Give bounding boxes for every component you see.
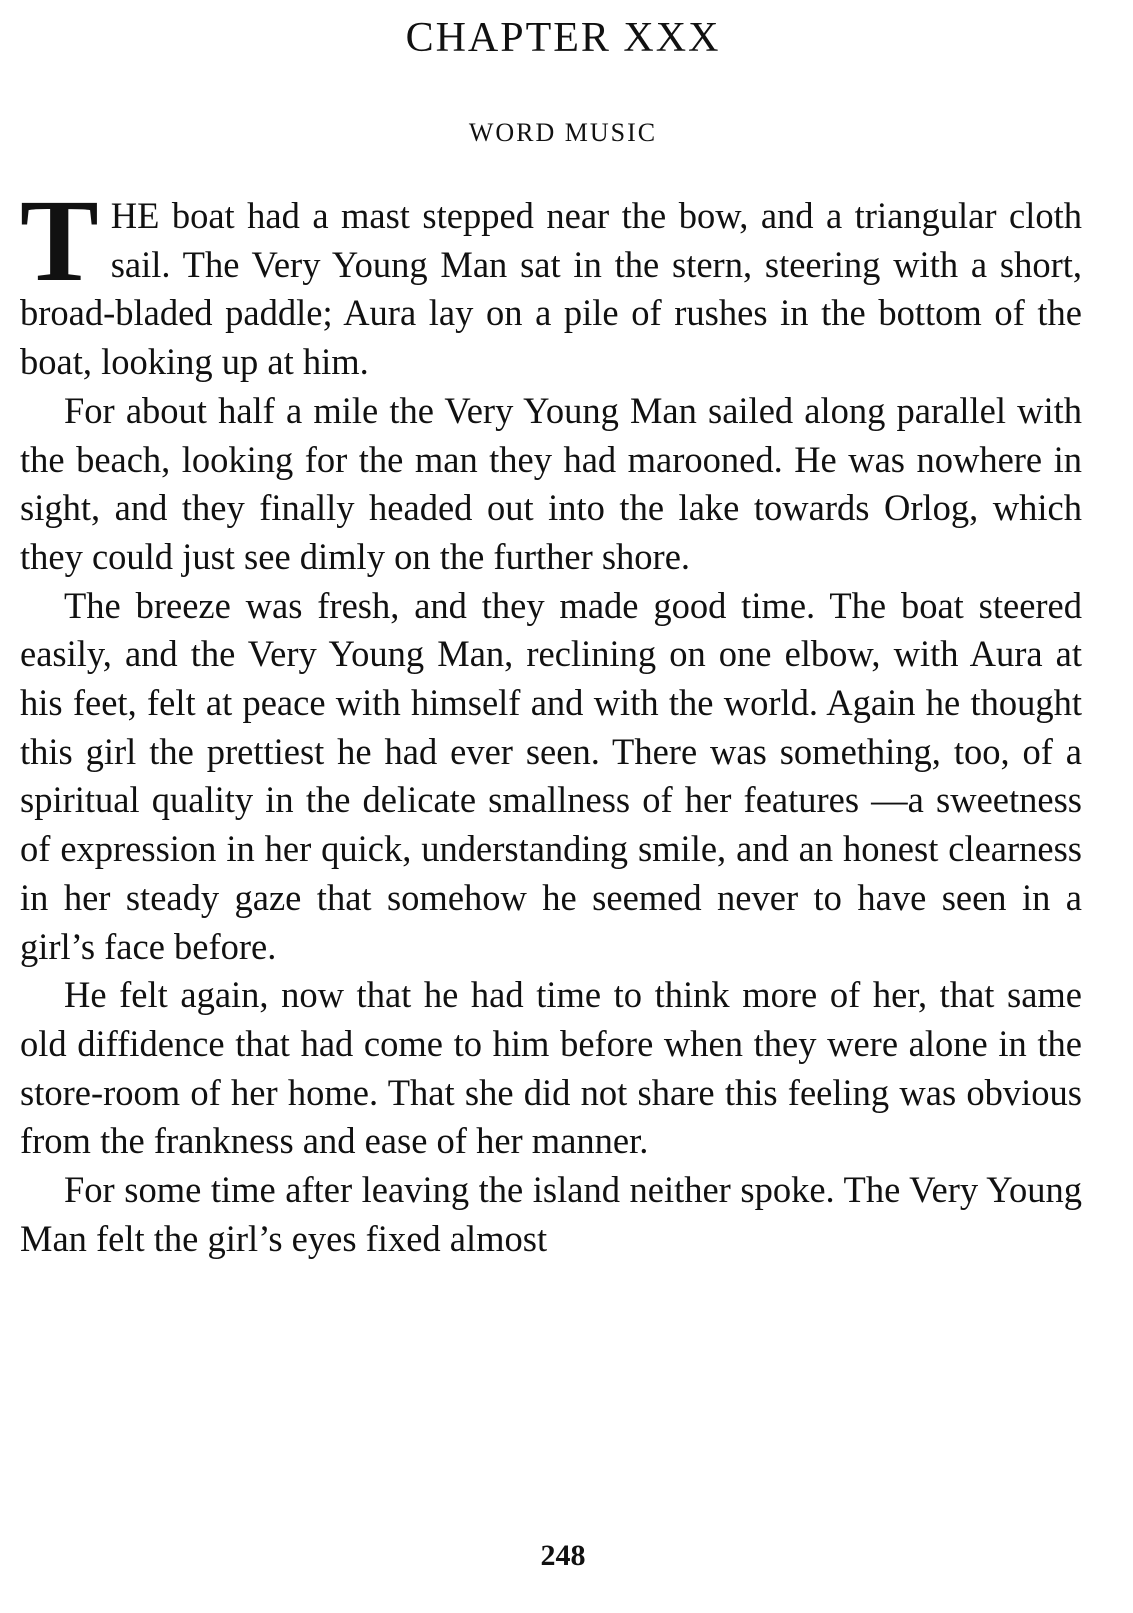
book-page: [20, 0, 1082, 1613]
drop-cap: T: [20, 175, 99, 306]
chapter-subtitle: WORD MUSIC: [468, 118, 658, 147]
paragraph: [20, 175, 1082, 387]
paragraph: For about half a mile the Very Young Man sailed along parallel with the beach, looking for the man they had marooned. He was nowhere in sight, and they finally headed out into the lake towards Orlog, which they could just see dimly on the further shore.: [20, 389, 1082, 577]
paragraph: He felt again, now that he had time to think more of her, that same old diffidence that had come to him before when they were alone in the store-room of her home. That she did not share this feeling was obvious from the frankness and ease of her manner.: [20, 974, 1082, 1162]
paragraph: The breeze was fresh, and they made good time. The boat steered easily, and the Very Young Man, reclining on one elbow, with Aura at his feet, felt at peace with himself and with the world. Again he thought this girl the prettiest he had ever seen. There was something, too, of a spiritual quality in the delicate smallness of her features —a sweetness of expression in her quick, understanding smile, and an honest clearness in her steady gaze that somehow he seemed never to have seen in a girl’s face before.: [20, 584, 1082, 967]
chapter-title: CHAPTER XXX: [405, 15, 721, 61]
paragraph: For some time after leaving the island neither spoke. The Very Young Man felt the girl’s eyes fixed almost: [20, 1169, 1082, 1259]
chapter-body: [20, 175, 1082, 1263]
page-number: 248: [540, 1539, 586, 1572]
paragraph-text: HE boat had a mast stepped near the bow, and a triangular cloth sail. The Very Young Man sat in the stern, steering with a short, broad-bladed paddle; Aura lay on a pile of rushes in the bottom of the boat, looking up at him.: [20, 195, 1082, 383]
